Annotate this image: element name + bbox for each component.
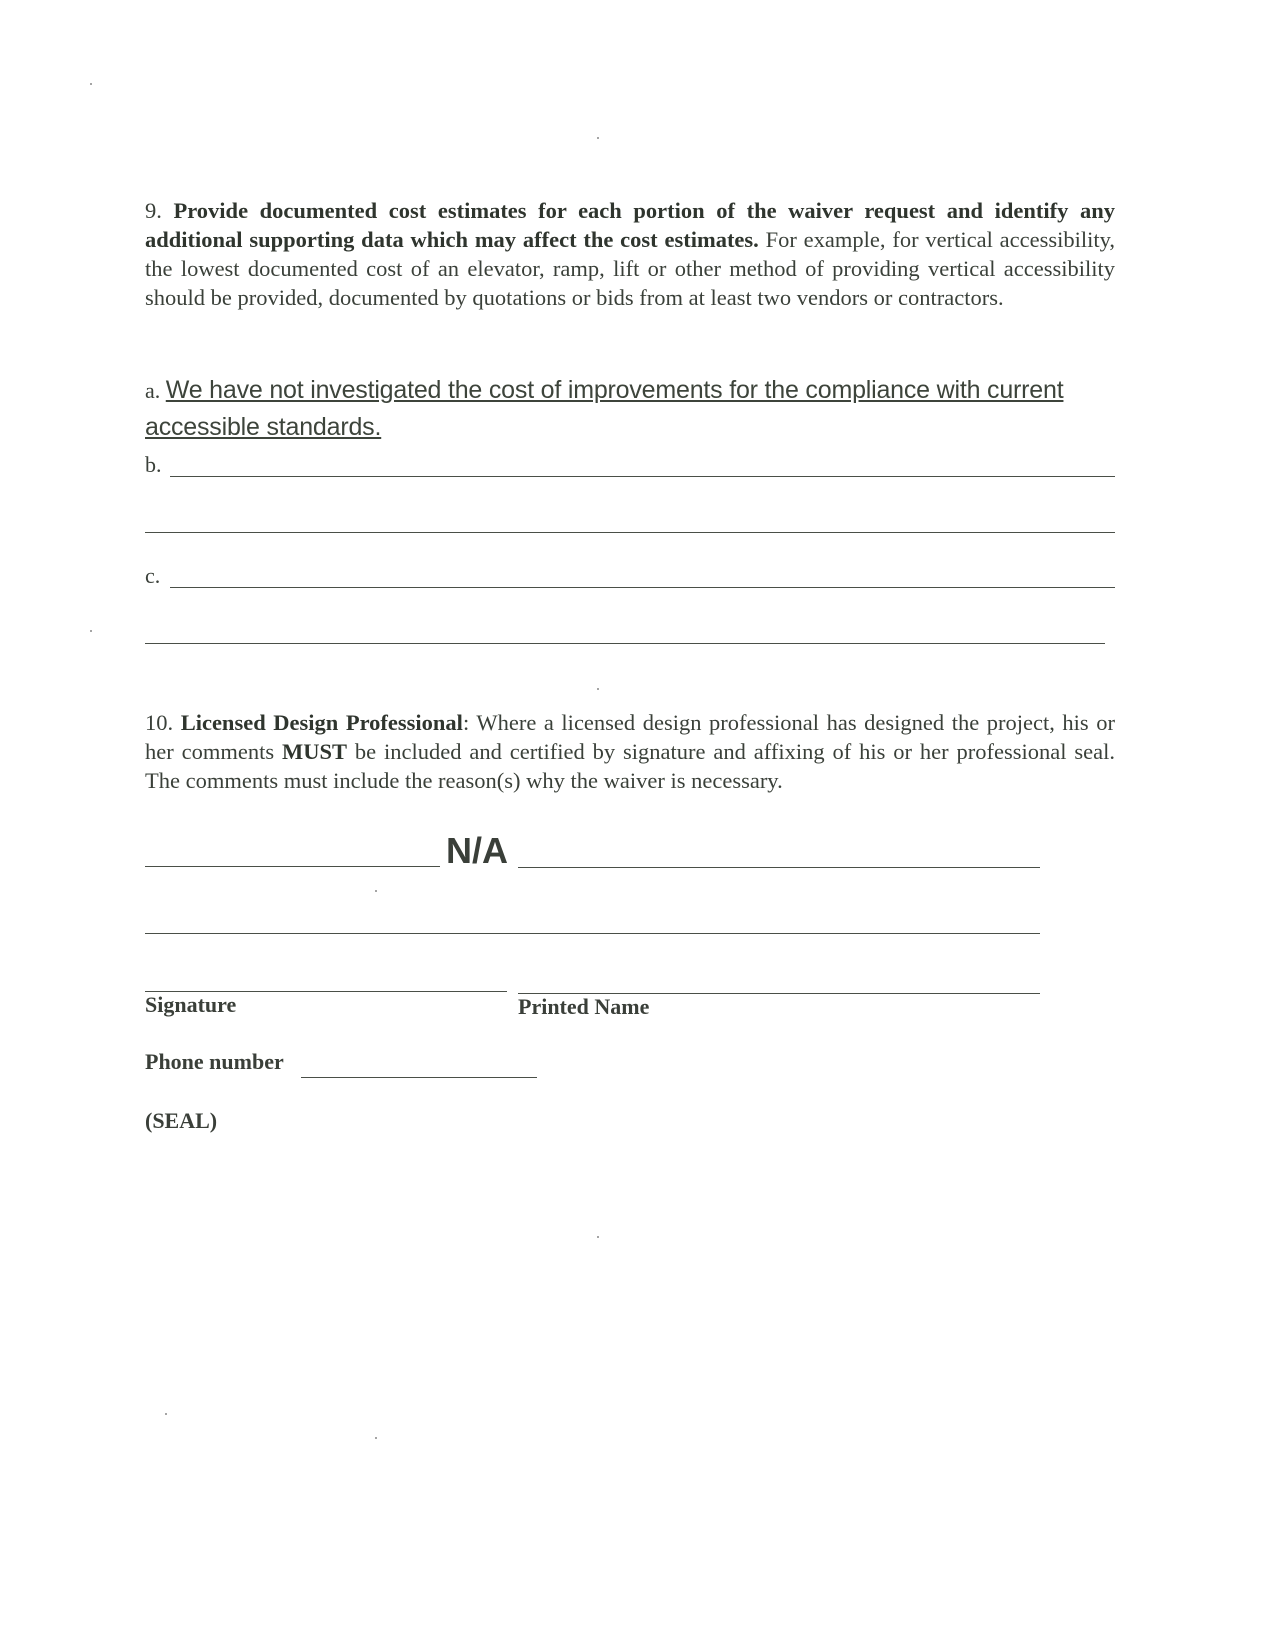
section-10-must: MUST xyxy=(282,739,348,764)
section-10-instructions xyxy=(145,708,1115,795)
section-9-instructions xyxy=(145,196,1115,312)
section-10-number: 10. xyxy=(145,710,174,735)
answer-c-label: c. xyxy=(145,563,161,588)
section-9-body: For example, for vertical accessibility, the lowest documented cost of an elevator, ramp, lift or other method of providing vertical accessibility should be provided, documented by quotations or bids from at least two vendors or contractors. xyxy=(145,227,1116,310)
comment-line-2[interactable] xyxy=(145,933,1040,934)
scan-speck xyxy=(597,1236,599,1238)
printed-name-label: Printed Name xyxy=(518,994,650,1019)
scan-speck xyxy=(165,1413,167,1415)
signature-label: Signature xyxy=(145,992,237,1017)
scan-speck xyxy=(597,688,599,690)
seal-label: (SEAL) xyxy=(145,1108,218,1133)
answer-b-line-1[interactable] xyxy=(170,476,1115,477)
answer-a-label: a. xyxy=(145,378,161,403)
answer-b-line-2[interactable] xyxy=(145,532,1115,533)
answer-a[interactable] xyxy=(145,372,1120,446)
scan-speck xyxy=(597,137,599,139)
scan-speck xyxy=(375,890,377,892)
answer-c-line-2[interactable] xyxy=(145,643,1105,644)
section-10-heading: Licensed Design Professional xyxy=(180,710,463,735)
section-10-body-pre: : Where a licensed design professional has designed the project, his or her comments xyxy=(145,710,1115,764)
comment-line-1-left[interactable] xyxy=(145,866,440,867)
comment-value[interactable]: N/A xyxy=(446,830,508,871)
scan-speck xyxy=(90,630,92,632)
phone-line[interactable] xyxy=(301,1077,537,1078)
scan-speck xyxy=(375,1437,377,1439)
section-10-body-post: be included and certified by signature and affixing of his or her professional seal. The comments must include the reason(s) why the waiver is necessary. xyxy=(145,739,1115,793)
answer-a-value[interactable]: We have not investigated the cost of improvements for the compliance with current accessible standards. xyxy=(145,376,1064,441)
answer-c-line-1[interactable] xyxy=(170,587,1115,588)
scan-speck xyxy=(90,83,92,85)
section-9-number: 9. xyxy=(145,198,162,223)
section-9-heading: Provide documented cost estimates for each portion of the waiver request and identify any additional supporting data which may affect the cost estimates. xyxy=(145,198,1116,252)
phone-label: Phone number xyxy=(145,1049,284,1074)
comment-line-1-right[interactable] xyxy=(518,867,1040,868)
answer-b-label: b. xyxy=(145,452,162,477)
